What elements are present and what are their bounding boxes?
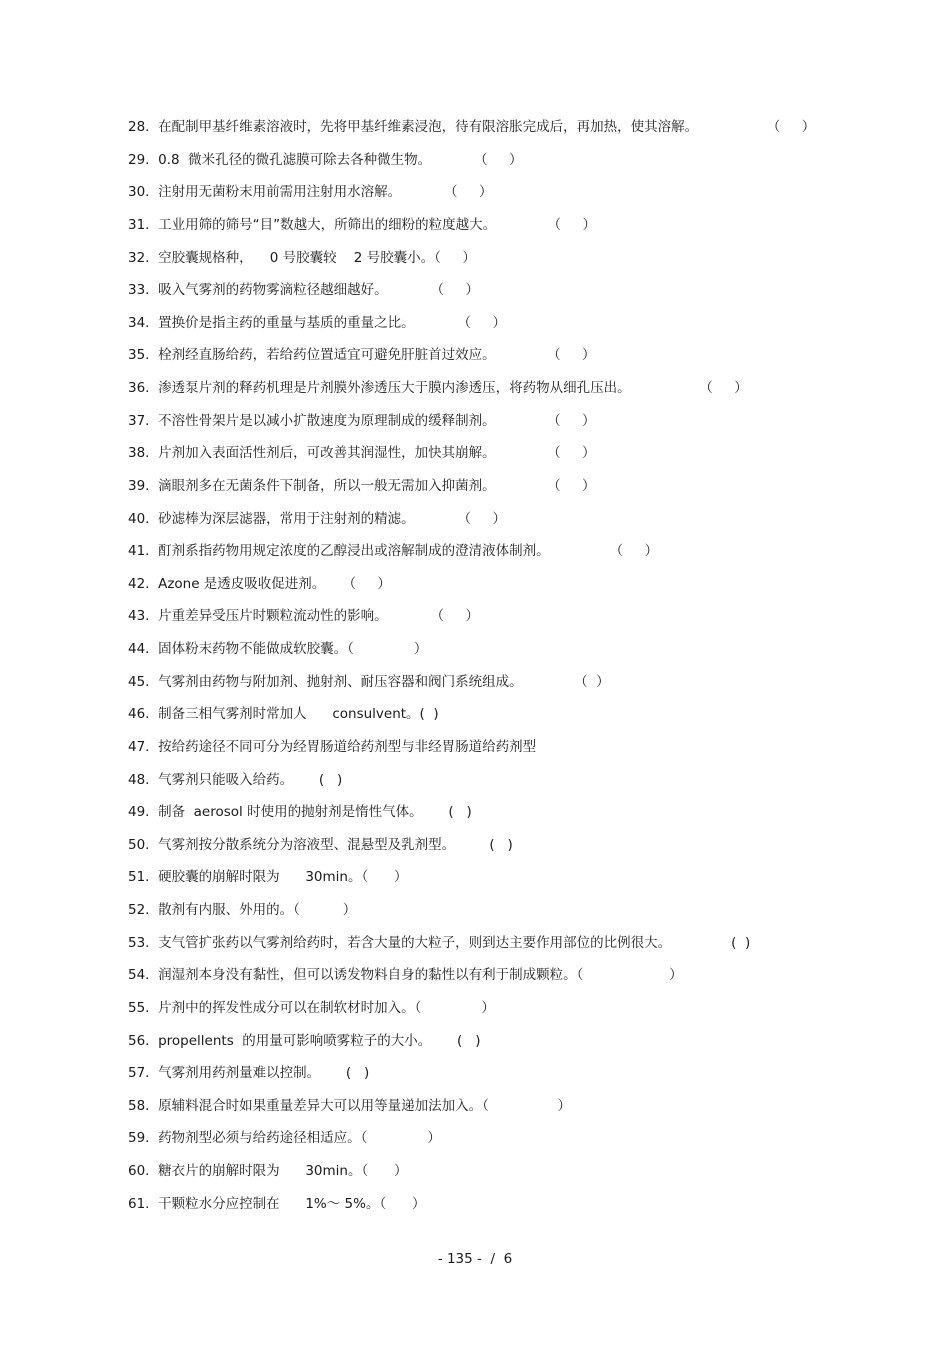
question-item xyxy=(128,280,888,313)
question-text: 空胶囊规格种， 0 号胶囊较 2 号胶囊小。（ ） xyxy=(158,249,476,266)
question-number: 38. xyxy=(128,445,150,462)
question-number: 59. xyxy=(128,1130,150,1147)
question-text: 固体粉末药物不能做成软胶囊。（ ） xyxy=(158,641,428,657)
question-number: 50. xyxy=(128,836,150,853)
question-number: 36. xyxy=(128,380,150,396)
question-text: 按给药途径不同可分为经胃肠道给药剂型与非经胃肠道给药剂型 xyxy=(158,738,537,755)
question-number: 30. xyxy=(128,184,150,201)
question-number: 39. xyxy=(128,477,150,494)
question-text: 原辅料混合时如果重量差异大可以用等量递加法加入。（ ） xyxy=(158,1097,571,1114)
question-number: 42. xyxy=(128,575,150,592)
question-number: 41. xyxy=(128,543,150,560)
question-text: 片剂加入表面活性剂后，可改善其润湿性，加快其崩解。 （ ） xyxy=(158,445,596,462)
question-item xyxy=(128,606,888,639)
question-number: 47. xyxy=(128,738,150,755)
question-item xyxy=(128,639,888,672)
question-number: 34. xyxy=(128,314,150,331)
question-number: 48. xyxy=(128,771,150,788)
question-text: 酊剂系指药物用规定浓度的乙醇浸出或溶解制成的澄清液体制剂。 （ ） xyxy=(158,543,659,560)
question-number: 54. xyxy=(128,967,150,984)
question-number: 45. xyxy=(128,673,150,690)
question-text: 气雾剂用药剂量难以控制。 ( ) xyxy=(158,1065,370,1082)
question-number: 58. xyxy=(128,1097,150,1114)
question-item xyxy=(128,509,888,542)
question-item xyxy=(128,835,888,868)
question-text: 工业用筛的筛号“目”数越大，所筛出的细粉的粒度越大。 （ ） xyxy=(158,216,597,233)
question-text: 气雾剂按分散系统分为溶液型、混悬型及乳剂型。 ( ) xyxy=(158,836,513,853)
question-number: 32. xyxy=(128,249,150,266)
question-text: 吸入气雾剂的药物雾滴粒径越细越好。 （ ） xyxy=(158,282,479,299)
question-list xyxy=(128,117,888,1226)
question-number: 49. xyxy=(128,804,150,821)
question-number: 46. xyxy=(128,706,150,723)
question-text: 片重差异受压片时颗粒流动性的影响。 （ ） xyxy=(158,608,479,625)
question-text: 滴眼剂多在无菌条件下制备，所以一般无需加入抑菌剂。 （ ） xyxy=(158,477,596,494)
question-text: 气雾剂由药物与附加剂、抛射剂、耐压容器和阀门系统组成。 （ ） xyxy=(158,673,610,690)
question-number: 51. xyxy=(128,869,150,886)
question-text: 药物剂型必须与给药途径相适应。（ ） xyxy=(158,1130,441,1147)
question-item xyxy=(128,443,888,476)
question-text: 注射用无菌粉末用前需用注射用水溶解。 （ ） xyxy=(158,184,493,201)
question-item xyxy=(128,802,888,835)
question-text: propellents 的用量可影响喷雾粒子的大小。 ( ) xyxy=(158,1032,481,1049)
page-number: - 135 - / 6 xyxy=(437,1251,513,1267)
question-text: 不溶性骨架片是以减小扩散速度为原理制成的缓释制剂。 （ ） xyxy=(158,412,596,429)
question-item xyxy=(128,704,888,737)
question-text: 渗透泵片剂的释药机理是片剂膜外渗透压大于膜内渗透压，将药物从细孔压出。 （ ） xyxy=(158,380,748,396)
question-number: 37. xyxy=(128,412,150,429)
question-text: 置换价是指主药的重量与基质的重量之比。 （ ） xyxy=(158,314,506,331)
question-text: 支气管扩张药以气雾剂给药时，若含大量的大粒子，则到达主要作用部位的比例很大。 ( ) xyxy=(158,934,751,951)
question-number: 52. xyxy=(128,902,150,918)
question-text: 硬胶囊的崩解时限为 30min。（ ） xyxy=(158,869,408,886)
question-item xyxy=(128,215,888,248)
question-item xyxy=(128,476,888,509)
question-item xyxy=(128,965,888,998)
question-item xyxy=(128,1031,888,1064)
question-number: 56. xyxy=(128,1032,150,1049)
question-text: 栓剂经直肠给药，若给药位置适宜可避免肝脏首过效应。 （ ） xyxy=(158,347,596,364)
question-number: 28. xyxy=(128,119,150,135)
question-text: 干颗粒水分应控制在 1%～ 5%。（ ） xyxy=(158,1195,426,1212)
question-number: 33. xyxy=(128,282,150,299)
question-item xyxy=(128,1161,888,1194)
question-item xyxy=(128,541,888,574)
question-text: 散剂有内服、外用的。（ ） xyxy=(158,902,357,918)
question-text: 0.8 微米孔径的微孔滤膜可除去各种微生物。 （ ） xyxy=(158,151,523,168)
question-item xyxy=(128,867,888,900)
question-item xyxy=(128,1063,888,1096)
question-item xyxy=(128,770,888,803)
question-text: 砂滤棒为深层滤器，常用于注射剂的精滤。 （ ） xyxy=(158,510,506,527)
question-number: 57. xyxy=(128,1065,150,1082)
question-item xyxy=(128,378,888,411)
question-text: 在配制甲基纤维素溶液时，先将甲基纤维素浸泡，待有限溶胀完成后，再加热，使其溶解。 （ ） xyxy=(158,119,816,135)
question-number: 44. xyxy=(128,641,150,657)
question-text: 气雾剂只能吸入给药。 ( ) xyxy=(158,771,343,788)
question-item xyxy=(128,933,888,966)
question-item xyxy=(128,345,888,378)
question-text: 糖衣片的崩解时限为 30min。（ ） xyxy=(158,1163,408,1179)
question-item xyxy=(128,737,888,770)
question-item xyxy=(128,1128,888,1161)
question-item xyxy=(128,182,888,215)
question-number: 53. xyxy=(128,934,150,951)
question-item xyxy=(128,1194,888,1227)
question-item xyxy=(128,672,888,705)
question-number: 60. xyxy=(128,1163,150,1179)
question-item xyxy=(128,150,888,183)
question-item xyxy=(128,998,888,1031)
question-item xyxy=(128,900,888,933)
question-item xyxy=(128,1096,888,1129)
question-item xyxy=(128,313,888,346)
question-number: 35. xyxy=(128,347,150,364)
question-item xyxy=(128,117,888,150)
question-number: 55. xyxy=(128,999,150,1016)
question-number: 29. xyxy=(128,151,150,168)
question-text: 制备 aerosol 时使用的抛射剂是惰性气体。 ( ) xyxy=(158,804,472,821)
question-text: 润湿剂本身没有黏性，但可以诱发物料自身的黏性以有利于制成颗粒。（ ） xyxy=(158,967,683,984)
question-item xyxy=(128,574,888,607)
question-item xyxy=(128,248,888,281)
question-text: Azone 是透皮吸收促进剂。 （ ） xyxy=(158,575,391,592)
question-number: 61. xyxy=(128,1195,150,1212)
question-number: 31. xyxy=(128,216,150,233)
question-text: 制备三相气雾剂时常加人 consulvent。( ) xyxy=(158,706,439,723)
question-item xyxy=(128,411,888,444)
question-number: 43. xyxy=(128,608,150,625)
question-text: 片剂中的挥发性成分可以在制软材时加入。（ ） xyxy=(158,999,495,1016)
question-number: 40. xyxy=(128,510,150,527)
